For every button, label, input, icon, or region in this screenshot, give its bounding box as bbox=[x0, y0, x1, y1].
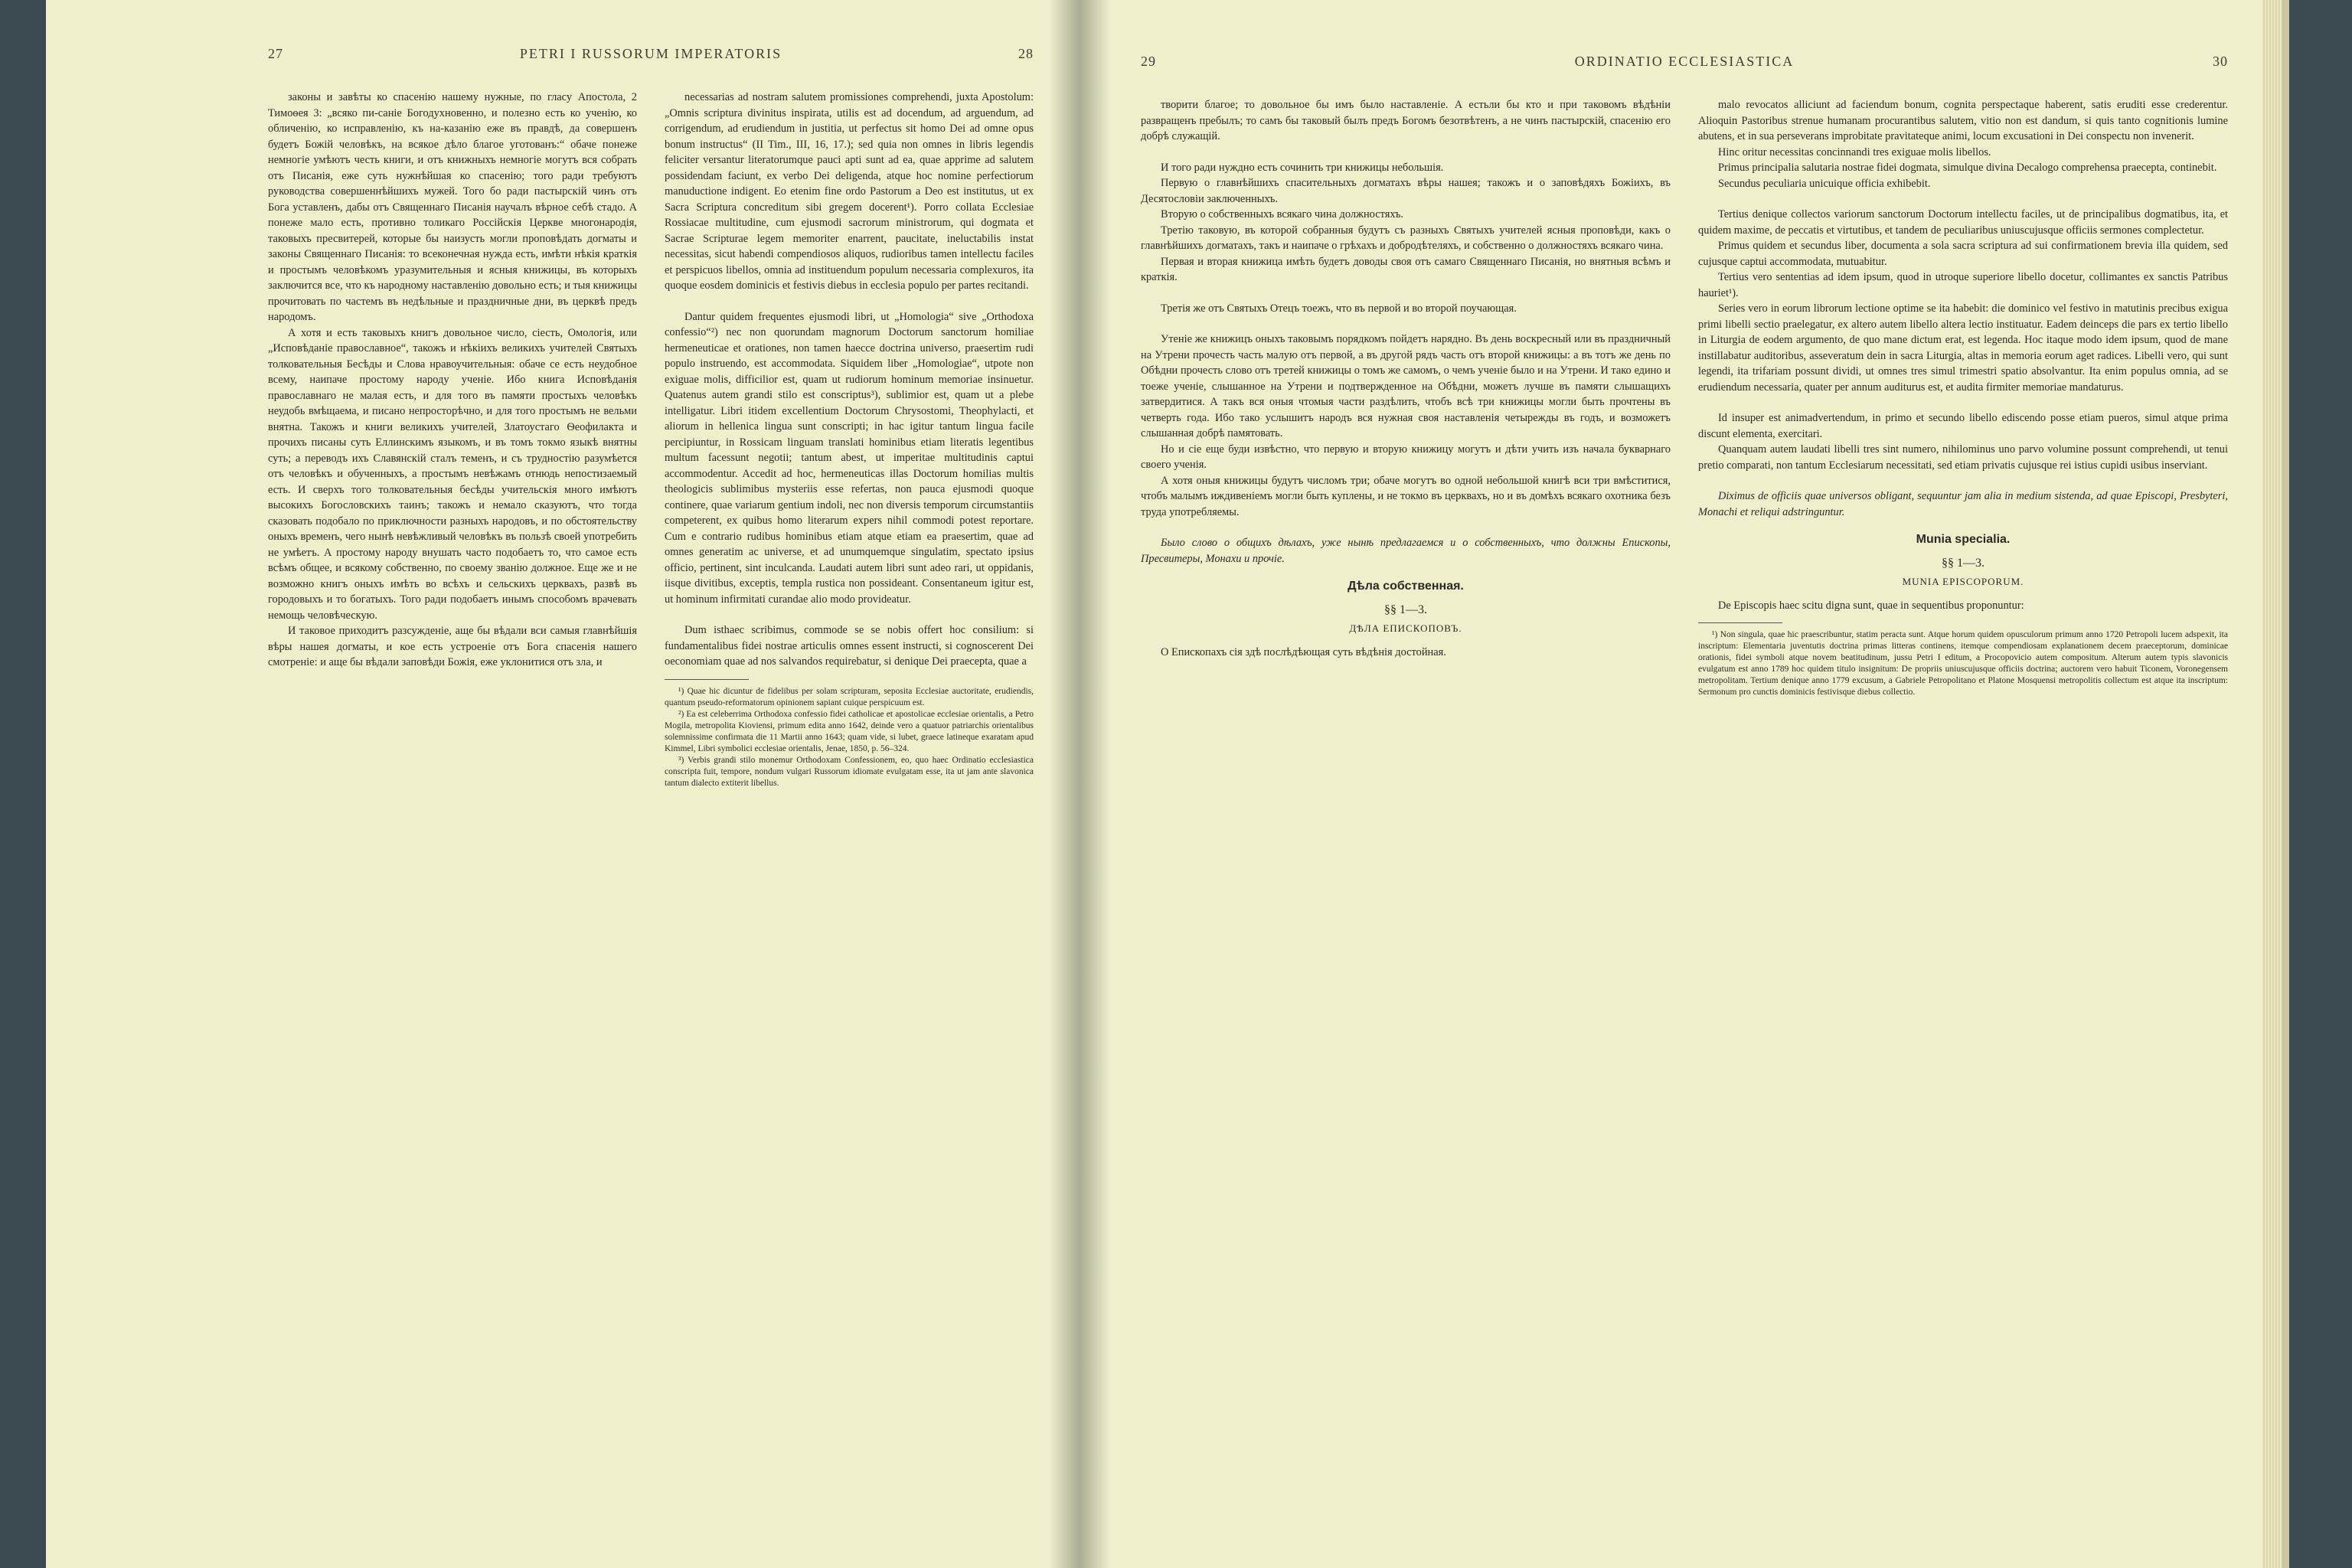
page-number-29: 29 bbox=[1141, 54, 1156, 69]
footnotes-left bbox=[665, 686, 1034, 789]
section-intro-latin: Diximus de officiis quae universos obligant, sequuntur jam alia in medium sistenda, ad quae Episcopi, Presbyteri, Monachi et reliqui adstringuntur. bbox=[1698, 490, 2228, 518]
right-page bbox=[1080, 0, 2289, 1568]
footnotes-right bbox=[1698, 629, 2228, 698]
footnote: ¹) Non singula, quae hic praescribuntur, statim peracta sunt. Atque horum quidem opusculorum primum anno 1720 Petropoli lucem adspexit, ita inscriptum: Elementaria juventutis doctrina primas litteras continens, itemque compendiosam explanationem decem praeceptorum, dominicae orationis, fidei symboli atque novem beatitudinum, jussu Petri I editum, a Procopovicio autem compositum. Alterum autem typis slavonicis evulgatum est anno 1789 hoc quidem titulo insignitum: De propriis uniuscujusque officiis doctrina; auctorem vero habuit Ticonem, Voronegensem metropolitam. Tertium denique anno 1779 excusum, a Gabriele Petropolitano et Platone Mosquensi metropolitis collectum est atque ita inscriptum: Sermonum pro cunctis dominicis festivisque diebus collectio. bbox=[1698, 630, 2228, 697]
paragraph: Но и сіе еще буди извѣстно, что первую и вторую книжицу могутъ и дѣти учить изъ начала букварнаго своего ученія. bbox=[1141, 443, 1671, 471]
paragraph: Dantur quidem frequentes ejusmodi libri, ut „Homologia“ sive „Orthodoxa confessio“²) nec non quorundam magnorum Doctorum sanctorum homiliae hermeneuticae et orationes, non tamen haecce doctrina universo, praesertim rudi populo instruendo, est accommodata. Siquidem liber „Homologiae“, utpote non exiguae molis, difficilior est, quam ut rudiorum hominum memoriae insinuetur. Quatenus autem grandi stilo est conscriptus³), sublimior est, quam ut a plebe intelligatur. Libri itidem excellentium Doctorum Chrysostomi, Theophylacti, et aliorum in hellenica lingua sunt conscripti; in hac igitur tantum lingua facile percipiuntur, in Rossicam linguam translati hominibus etiam literatis legentibus multum facessunt negotii; tantum abest, ut imperitae multitudinis captui accommodentur. Accedit ad hoc, hermeneuticas illas Doctorum homilias multis theologicis sublimibus mysteriis esse refertas, non pauca ejusmodi quoque continere, quae variarum gentium indoli, nec non diversis temporum circumstantiis competerent, ex quibus homo literarum expers nihil commodi potest reportare. Cum e contrario rudibus hominibus etiam atque etiam ea praesertim, quae ad omnes generatim ac universe, et ad unumquemque singulatim, spectato ipsius officio, pertinent, sint inculcanda. Laudati autem libri sunt adeo rari, ut oppidanis, iisque divitibus, exceptis, templa rustica non possideant. Consentaneum igitur est, ut hominum infirmitati curandae alio modo provideatur. bbox=[665, 310, 1034, 606]
paragraph: Третія же отъ Святыхъ Отецъ тоежъ, что въ первой и во второй поучающая. bbox=[1161, 302, 1517, 315]
paragraph: творити благое; то довольное бы имъ было наставленіе. А естьли бы кто и при таковомъ вѣдѣніи развращенъ пребылъ; то самъ бы таковый былъ предъ Богомъ безотвѣтенъ, а не чинъ пастырскій, спасенію его добрѣ служащій. bbox=[1141, 99, 1671, 142]
running-header-left bbox=[268, 46, 1034, 62]
paragraph: Series vero in eorum librorum lectione optime se ita habebit: die dominico vel festivo in matutinis precibus exigua primi libelli sectio praelegatur, ex altero autem libello altera lectio instituatur. Eadem deinceps die pars ex tertio libello in Liturgia de eodem argumento, de quo mane dictum erat, est legenda. Hoc itaque modo idem ipsum, quod de mane instillabatur auditoribus, asseveratum dein in sacra Liturgia, altas in memoria eorum aget radices. Libelli vero, qui sunt legendi, ita trifariam possunt dividi, ut omnes tres simul trimestri spatio absolvantur. Ita enim populus omnia, ad se erudiendum necessaria, quater per annum auditurus est, et audita firmiter memoriae mandaturus. bbox=[1698, 302, 2228, 394]
paragraph: А хотя и есть таковыхъ книгъ довольное число, сіесть, Омологія, или „Исповѣданіе православное“, такожъ и нѣкіихъ великихъ учителей Святыхъ толковательныя Бесѣды и Слова нравоучительныя: обаче сe есть неудобное всему, наипаче простому народу ученіе. Ибо книга Исповѣданія православнаго не малая есть, и для того въ памяти простыхъ человѣкъ неудобь вмѣщаема, и писано непросторѣчно, и для того простымъ не вельми внятна. Такожъ и книги великихъ учителей, Златоустаго Ѳеофилакта и прочихъ писаны суть Еллинскимъ языкомъ, и въ томъ токмо языкѣ внятны суть; а переводъ ихъ Славянскій сталъ теменъ, и съ трудностію разумѣется отъ человѣкъ и обученныхъ, а простымъ невѣжамъ отнюдь непостизаемый есть. И сверхъ того толковательныя бесѣды учительскія много имѣютъ высокихъ Богословскихъ таинъ; такожъ и немало сказуютъ, что тогда сказовать подобало по приключности разныхъ народовъ, и по обстоятельству оныхъ временъ, чего нынѣ невѣжливый человѣкъ въ пользѣ своей употребить не умѣетъ. А простому народу внушать часто подобаетъ то, что самое есть всѣмъ общее, и всякому собственно, по своему званію должное. Еще же и не возможно книгъ оныхъ имѣть во всѣхъ и сельскихъ церквахъ, развѣ въ городовыхъ и то богатыхъ. Того ради подобаетъ инымъ способомъ врачевать немощь человѣческую. bbox=[268, 326, 637, 622]
paragraph: И таковое приходитъ разсужденіе, аще бы вѣдали вси самыя главнѣйшія вѣры нашея догматы, и кое есть устроеніе отъ Бога спасенія нашего смотреніе: и аще бы вѣдали заповѣди Божія, еже уклонитися отъ зла, и bbox=[268, 625, 637, 668]
paragraph: И того ради нуждно есть сочинить три книжицы небольшія. bbox=[1161, 161, 1444, 174]
page-number-28: 28 bbox=[1018, 46, 1034, 61]
paragraph: Утеніе же книжицъ оныхъ таковымъ порядкомъ пойдетъ нарядно. Въ день воскресный или въ праздничный на Утрени прочесть часть малую отъ первой, а въ другой рядъ часть отъ второй книжицы: а въ тотъ же день по Обѣдни прочесть слово отъ третей книжицы о томъ же самомъ, о чемъ ученіе было и на Утрени. И тако едино и тоеже ученіе, слышанное на Утрени и подтвержденное на Обѣдни, можетъ лучше въ памяти слышащихъ затвердитися. А такъ вся оныя чтомыя части раздѣлить, чтобъ всѣ три книжицы могли быть прочтены въ четверть года. Ибо тако услышитъ народъ вся нужная своя наставленія четырежды въ годъ, и возможетъ слышанная добрѣ памятовать. bbox=[1141, 333, 1671, 439]
paragraph: Первая и вторая книжица имѣть будетъ доводы своя отъ самаго Священнаго Писанія, но внятныя всѣмъ и краткія. bbox=[1141, 255, 1671, 283]
subheading-russian: ДѢЛА ЕПИСКОПОВЪ. bbox=[1349, 622, 1462, 634]
paragraph-range-latin: §§ 1—3. bbox=[1942, 556, 1984, 570]
left-page-columns bbox=[268, 90, 1034, 789]
left-page bbox=[46, 0, 1080, 1568]
subheading-latin: MUNIA EPISCOPORUM. bbox=[1902, 576, 2024, 587]
paragraph: Hinc oritur necessitas concinnandi tres exiguae molis libellos. bbox=[1718, 145, 1991, 158]
footnote: ²) Ea est celeberrima Orthodoxa confessio fidei catholicae et apostolicae ecclesiae orientalis, a Petro Mogila, metropolita Kioviensi, primum edita anno 1642, deinde vero a quatuor patriarchis orientalibus solemnissime confirmata die 11 Martii anno 1643; quam vide, si lubet, graece latineque exaratam apud Kimmel, Libri symbolici ecclesiae orientalis, Jenae, 1850, p. 56–324. bbox=[665, 709, 1034, 753]
paragraph: законы и завѣты ко спасенію нашему нужныe, по гласу Апостола, 2 Тимоѳея 3: „всяко пи-саніе Богодухновенно, и полезно есть ко ученію, ко обличенію, ко исправленію, къ на-казанію еже въ правдѣ, да совершенъ будетъ Божій человѣкъ, на всякое дѣло благое уготованъ:“ обаче понеже немногіе умѣютъ честь книги, и отъ книжныхъ немногіе могутъ вся собрать отъ Писанія, еже суть нужнѣйшая ко спасенію; того ради требуютъ руководства совершеннѣйшихъ мужей. Того бо ради пастырскій чинъ отъ Бога уставленъ, дабы отъ Священнаго Писанія научалъ вѣрное себѣ стадо. А понеже мало есть, противно толикаго Россійскія Церкве многонародія, таковыхъ пресвитерей, которые бы наизусть могли проповѣдать догматы и законы Священнаго Писанія: то всеконечная нужда есть, имѣти нѣкія краткія и простымъ человѣкомъ уразумительныя и ясныя книжицы, въ которыхъ заключится все, что къ народному наставленію довольно есть; и тыя книжицы прочитовать по частемъ въ недѣльные и праздничные дни, въ церквѣ предъ народомъ. bbox=[268, 91, 637, 323]
russian-column-right bbox=[1141, 97, 1671, 698]
section-intro-russian: Было слово о общихъ дѣлахъ, уже нынѣ предлагаемся и о собственныхъ, что должны Епископы, Пресвитеры, Монахи и прочіе. bbox=[1141, 537, 1671, 565]
footnote-rule bbox=[1698, 622, 1782, 623]
paragraph: necessarias ad nostram salutem promissiones comprehendi, juxta Apostolum: „Omnis scriptura divinitus inspirata, utilis est ad docendum, ad arguendum, ad corrigendum, ad erudiendum in justitia, ut perfectus sit homo Dei ad omne opus bonum instructus“ (II Tim., III, 16, 17.); sed quia non omnes in libris legendis feliciter versantur literatorumque pauci apti sunt ad ea, quae apprime ad salutem possidendam faciunt, ex verbo Dei deligenda, atque hoc nomine perfectiorum manuductione indigent. Eo etenim fine ordo Pastorum a Deo est institutus, ut ex Sacra Scriptura concreditum sibi gregem docerent¹). Porro collata Ecclesiae Rossiacae multitudine, cum ejusmodi sacrorum ministrorum, qui dogmata et Sacrae Scripturae legem memoriter enarrent, paucitate, ineluctabilis instat necessitas, sicut habendi compendiosos aliquos, rudioribus tamen intellectu faciles et perspicuos libellos, omnia ad instituendum populum necessaria complexuros, ita quoque eosdem dominicis et festivis diebus in ecclesia populo per partes recitandi. bbox=[665, 91, 1034, 292]
page-edge bbox=[2263, 0, 2282, 1568]
paragraph: О Епископахъ сія здѣ послѣдѣющая суть вѣдѣнія достойная. bbox=[1161, 645, 1446, 658]
latin-column-left bbox=[665, 90, 1034, 789]
section-heading-russian: Дѣла собственная. bbox=[1348, 580, 1464, 593]
paragraph: Quanquam autem laudati libelli tres sint numero, nihilominus uno parvo volumine possunt comprehendi, ut tenui pretio comparati, non tantum Ecclesiarum necessitati, sed etiam privatis cujusque rei istius cupidi usibus inserviant. bbox=[1698, 443, 2228, 472]
footnote: ³) Verbis grandi stilo monemur Orthodoxam Confessionem, eo, quo haec Ordinatio ecclesiastica conscripta fuit, tempore, nondum vulgari Russorum idiomate evulgatam esse, ita ut jam ante slavonica tantum dialecto extiterit libellus. bbox=[665, 755, 1034, 788]
footnote-rule bbox=[665, 679, 749, 680]
paragraph: Вторую о собственныхъ всякаго чина должностяхъ. bbox=[1161, 208, 1404, 220]
page-number-30: 30 bbox=[2213, 54, 2228, 69]
paragraph: Третію таковую, въ которой собранныя будутъ съ разныхъ Святыхъ учителей ясныя проповѣди, какъ о главнѣйшихъ догматахъ, такъ и наипаче о грѣхахъ и добродѣтеляхъ, и собственно о должностяхъ всякаго чина. bbox=[1141, 224, 1671, 252]
running-title-left: PETRI I RUSSORUM IMPERATORIS bbox=[519, 46, 782, 61]
right-page-columns bbox=[1141, 97, 2228, 698]
paragraph: malo revocatos alliciunt ad faciendum bonum, cognita perspectaque haberent, satis eruditi esse crederentur. Alioquin Pastoribus strenue humanam procurantibus salutem, vitio non est dandum, si quis tanto cognitionis lumine abutens, et in sua perseverans improbitate pravitateque animi, locum excusationi in Dei conspectu non invenerit. bbox=[1698, 99, 2228, 142]
paragraph: Primus quidem et secundus liber, documenta a sola sacra scriptura ad sui confirmationem brevia illa quidem, sed cujusque captui accommodata, mutuabitur. bbox=[1698, 240, 2228, 268]
running-title-right: ORDINATIO ECCLESIASTICA bbox=[1574, 54, 1795, 69]
paragraph: Dum isthaec scribimus, commode se se nobis offert hoc consilium: si fundamentalibus fidei nostrae articulis omnes essent instructi, si cognoscerent Dei oeconomiam quae ad nos salvandos requirebatur, si denique Dei praecepta, quae a bbox=[665, 624, 1034, 668]
latin-column-right bbox=[1698, 97, 2228, 698]
paragraph: Secundus peculiaria unicuique officia exhibebit. bbox=[1718, 177, 1931, 190]
paragraph: Tertius denique collectos variorum sanctorum Doctorum intellectu faciles, ut de principalibus dogmatibus, ita, et quidem maxime, de peccatis et virtutibus, et tandem de peculiaribus uniuscujusque officiis sermones complectetur. bbox=[1698, 208, 2228, 237]
paragraph: Id insuper est animadvertendum, in primo et secundo libello ediscendo posse etiam pueros, simul atque prima discunt elementa, exercitari. bbox=[1698, 412, 2228, 440]
paragraph: Tertius vero sententias ad idem ipsum, quod in utroque superiore libello docetur, collimantes ex sanctis Patribus hauriet¹). bbox=[1698, 271, 2228, 299]
page-number-27: 27 bbox=[268, 46, 283, 61]
running-header-right bbox=[1141, 54, 2228, 70]
paragraph: А хотя оныя книжицы будутъ числомъ три; обаче могутъ во одной небольшой книгѣ вси три вмѣститися, чтобъ малымъ иждивеніемъ могли быть куплены, и не токмо въ церквахъ, но и въ домѣхъ всякаго охотника безъ труда употребляемы. bbox=[1141, 474, 1671, 518]
paragraph: Первую о главнѣйшихъ спасительныхъ догматахъ вѣры нашея; такожъ и о заповѣдяхъ Божіихъ, въ Десятословіи заключенныхъ. bbox=[1141, 177, 1671, 205]
section-heading-latin: Munia specialia. bbox=[1916, 533, 2011, 546]
paragraph: Primus principalia salutaria nostrae fidei dogmata, simulque divina Decalogo comprehensa praecepta, continebit. bbox=[1718, 162, 2217, 174]
footnote: ¹) Quae hic dicuntur de fidelibus per solam scripturam, seposita Ecclesiae auctoritate, erudiendis, quantum pseudo-reformatorum opinionem sapiant cuique perspicuum est. bbox=[665, 686, 1034, 707]
paragraph: De Episcopis haec scitu digna sunt, quae in sequentibus proponuntur: bbox=[1718, 599, 2024, 612]
paragraph-range-russian: §§ 1—3. bbox=[1384, 603, 1427, 616]
russian-column-left bbox=[268, 90, 637, 789]
